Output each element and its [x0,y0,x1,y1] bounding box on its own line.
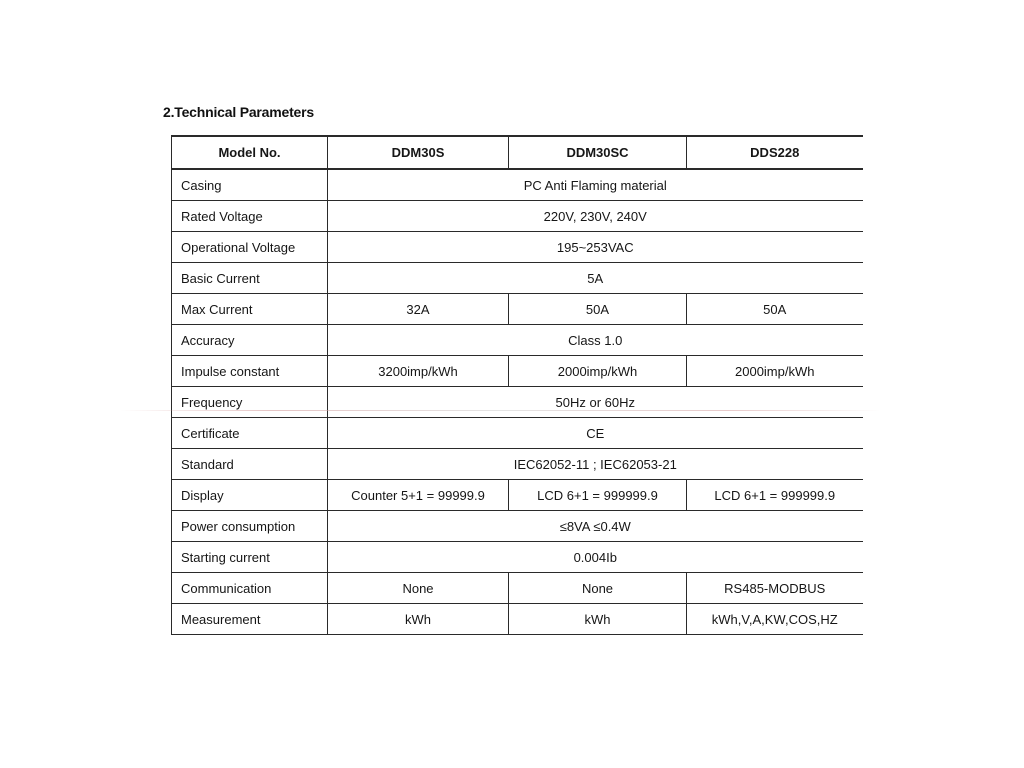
row-label-rated-voltage: Rated Voltage [172,201,328,232]
value-impulse-constant-ddm30s: 3200imp/kWh [328,356,509,387]
value-communication-ddm30s: None [328,573,509,604]
value-certificate: CE [328,418,863,449]
value-impulse-constant-ddm30sc: 2000imp/kWh [509,356,687,387]
row-label-operational-voltage: Operational Voltage [172,232,328,263]
table-header-row [172,136,863,169]
row-label-starting-current: Starting current [172,542,328,573]
value-operational-voltage: 195~253VAC [328,232,863,263]
value-starting-current: 0.004Ib [328,542,863,573]
row-label-standard: Standard [172,449,328,480]
model-header-ddm30s: DDM30S [328,136,509,169]
row-label-certificate: Certificate [172,418,328,449]
table-row [172,542,863,573]
row-label-casing: Casing [172,169,328,201]
value-standard: IEC62052-11 ; IEC62053-21 [328,449,863,480]
value-basic-current: 5A [328,263,863,294]
value-display-ddm30sc: LCD 6+1 = 999999.9 [509,480,687,511]
value-frequency: 50Hz or 60Hz [328,387,863,418]
row-label-frequency: Frequency [172,387,328,418]
table-row [172,325,863,356]
table-row [172,356,863,387]
section-title: 2.Technical Parameters [163,104,314,120]
table-row [172,449,863,480]
technical-parameters-table [171,135,863,635]
table-row [172,387,863,418]
table-row [172,480,863,511]
value-rated-voltage: 220V, 230V, 240V [328,201,863,232]
table-row [172,201,863,232]
row-label-communication: Communication [172,573,328,604]
value-impulse-constant-dds228: 2000imp/kWh [687,356,863,387]
value-max-current-dds228: 50A [687,294,863,325]
value-casing: PC Anti Flaming material [328,169,863,201]
table-row [172,294,863,325]
row-label-power-consumption: Power consumption [172,511,328,542]
value-power-consumption: ≤8VA ≤0.4W [328,511,863,542]
row-label-measurement: Measurement [172,604,328,635]
table-row [172,511,863,542]
table-row [172,604,863,635]
row-label-impulse-constant: Impulse constant [172,356,328,387]
value-max-current-ddm30sc: 50A [509,294,687,325]
model-header-ddm30sc: DDM30SC [509,136,687,169]
value-measurement-ddm30sc: kWh [509,604,687,635]
value-measurement-dds228: kWh,V,A,KW,COS,HZ [687,604,863,635]
value-communication-dds228: RS485-MODBUS [687,573,863,604]
model-no-header: Model No. [172,136,328,169]
row-label-display: Display [172,480,328,511]
value-measurement-ddm30s: kWh [328,604,509,635]
table-row [172,232,863,263]
row-label-accuracy: Accuracy [172,325,328,356]
value-accuracy: Class 1.0 [328,325,863,356]
table-row [172,263,863,294]
table-row [172,169,863,201]
value-max-current-ddm30s: 32A [328,294,509,325]
table-row [172,573,863,604]
row-label-max-current: Max Current [172,294,328,325]
model-header-dds228: DDS228 [687,136,863,169]
value-display-ddm30s: Counter 5+1 = 99999.9 [328,480,509,511]
value-communication-ddm30sc: None [509,573,687,604]
value-display-dds228: LCD 6+1 = 999999.9 [687,480,863,511]
table-row [172,418,863,449]
row-label-basic-current: Basic Current [172,263,328,294]
